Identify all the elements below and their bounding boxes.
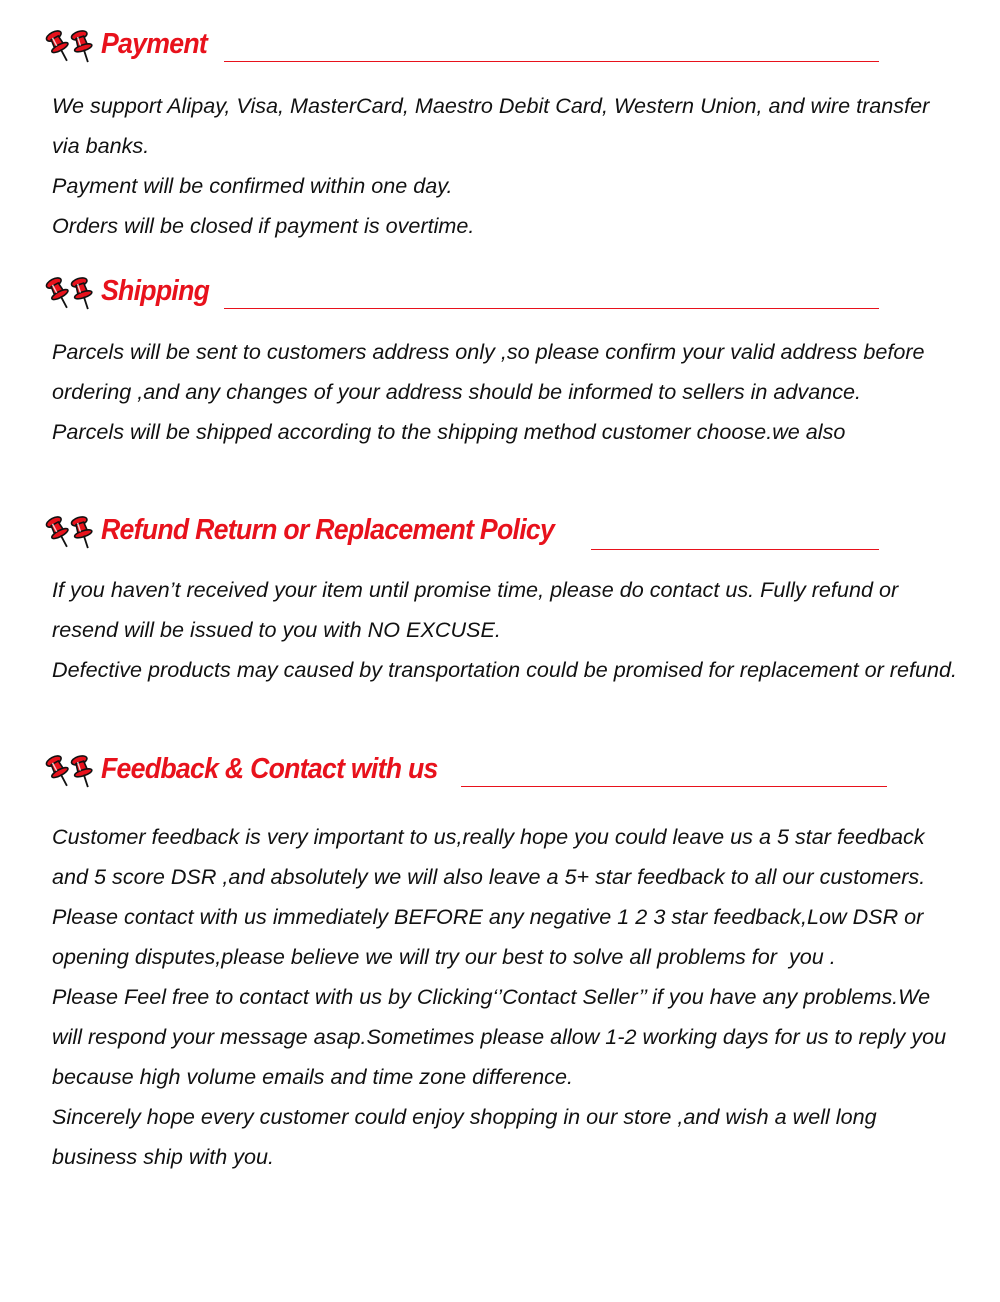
paragraph: Payment will be confirmed within one day. <box>52 173 453 198</box>
heading-underline <box>224 308 879 309</box>
section-title: Payment <box>101 28 208 60</box>
section-heading <box>44 512 904 556</box>
section-title: Shipping <box>101 275 210 307</box>
section-title: Feedback & Contact with us <box>101 753 438 785</box>
section-heading <box>44 26 904 70</box>
push-pin-icon <box>44 273 98 317</box>
paragraph: We support Alipay, Visa, MasterCard, Maestro Debit Card, Western Union, and wire transfer via banks. <box>52 93 936 158</box>
push-pin-icon <box>44 512 98 556</box>
heading-underline <box>224 61 879 62</box>
paragraph: Defective products may caused by transportation could be promised for replacement or refund. <box>52 657 958 682</box>
section-body <box>52 332 957 452</box>
section-title: Refund Return or Replacement Policy <box>101 514 555 546</box>
heading-underline <box>591 549 879 550</box>
paragraph: Please Feel free to contact with us by Clicking‘’Contact Seller’’ if you have any problems.We will respond your message asap.Sometimes please allow 1-2 working days for us to reply you because high volume emails and time zone difference. <box>52 984 953 1089</box>
heading-underline <box>461 786 887 787</box>
section-body <box>52 570 957 690</box>
paragraph: Please contact with us immediately BEFORE any negative 1 2 3 star feedback,Low DSR or opening disputes,please believe we will try our best to solve all problems for you . <box>52 904 930 969</box>
section-body <box>52 817 957 1177</box>
push-pin-icon <box>44 751 98 795</box>
section-body <box>52 86 957 246</box>
paragraph: Sincerely hope every customer could enjoy shopping in our store ,and wish a well long business ship with you. <box>52 1104 883 1169</box>
paragraph: Orders will be closed if payment is overtime. <box>52 213 475 238</box>
section-heading <box>44 751 904 795</box>
paragraph: Parcels will be sent to customers address only ,so please confirm your valid address before ordering ,and any changes of your address should be informed to sellers in advance. <box>52 339 931 404</box>
push-pin-icon <box>44 26 98 70</box>
paragraph: If you haven’t received your item until promise time, please do contact us. Fully refund or resend will be issued to you with NO EXCUSE. <box>52 577 905 642</box>
paragraph: Parcels will be shipped according to the shipping method customer choose.we also <box>52 419 846 444</box>
paragraph: Customer feedback is very important to us,really hope you could leave us a 5 star feedback and 5 score DSR ,and absolutely we will also leave a 5+ star feedback to all our customers. <box>52 824 931 889</box>
section-heading <box>44 273 904 317</box>
